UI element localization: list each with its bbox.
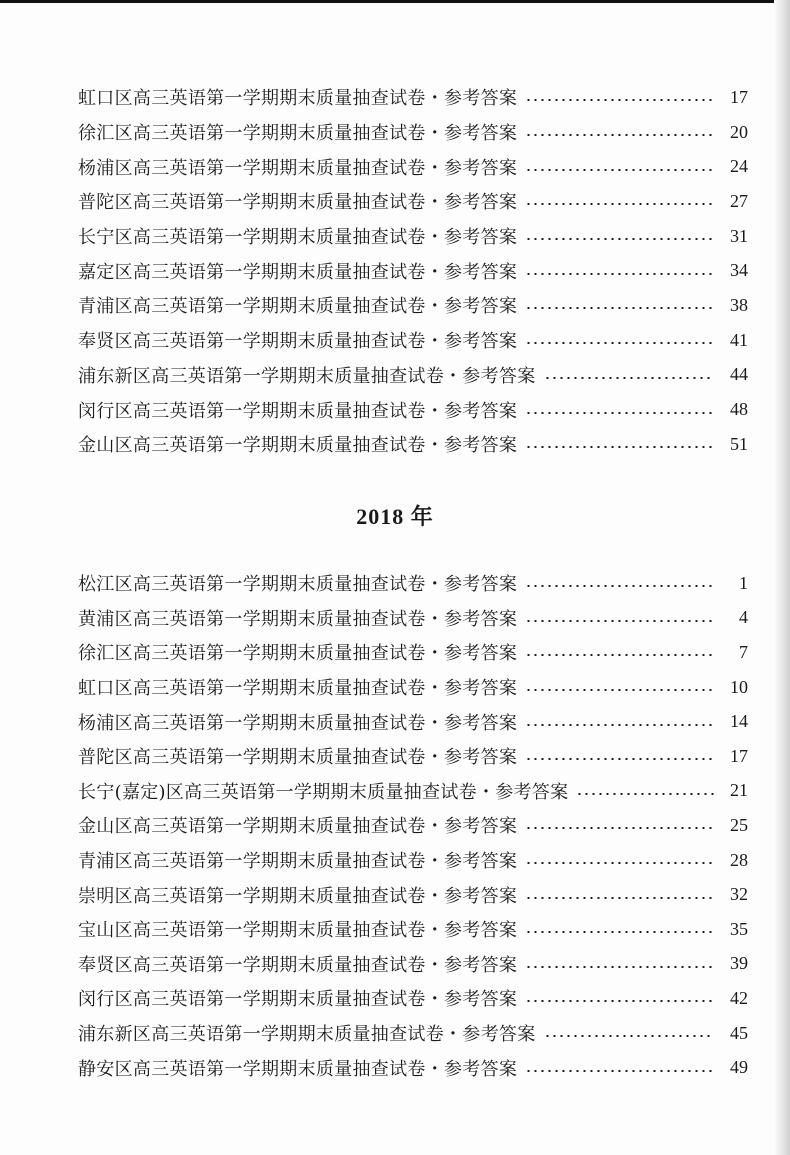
toc-entry-title: 浦东新区高三英语第一学期期末质量抽查试卷・参考答案 xyxy=(78,1024,536,1046)
toc-entry xyxy=(78,601,748,636)
toc-entry xyxy=(78,288,748,323)
toc-entry-page: 41 xyxy=(730,329,748,350)
dot-leader xyxy=(525,169,714,171)
toc-entry-page: 44 xyxy=(730,364,748,385)
toc-entry-title: 青浦区高三英语第一学期期末质量抽查试卷・参考答案 xyxy=(78,296,518,318)
toc-entry xyxy=(78,877,748,912)
toc-entry xyxy=(78,219,748,254)
toc-entry-page: 20 xyxy=(730,121,748,142)
dot-leader xyxy=(525,897,714,899)
toc-entry xyxy=(78,1050,748,1085)
dot-leader xyxy=(544,377,715,379)
toc-entry xyxy=(78,947,748,982)
toc-entry-title: 普陀区高三英语第一学期期末质量抽查试卷・参考答案 xyxy=(78,192,518,214)
toc-entry-title: 虹口区高三英语第一学期期末质量抽查试卷・参考答案 xyxy=(78,678,518,700)
toc-entry-page: 24 xyxy=(730,156,748,177)
toc-entry-title: 松江区高三英语第一学期期末质量抽查试卷・参考答案 xyxy=(78,574,518,596)
toc-entry xyxy=(78,912,748,947)
toc-entry-title: 杨浦区高三英语第一学期期末质量抽查试卷・参考答案 xyxy=(78,712,518,734)
page-right-edge-shadow xyxy=(774,0,790,1155)
dot-leader xyxy=(525,446,714,448)
toc-entry xyxy=(78,774,748,809)
dot-leader xyxy=(525,758,714,760)
toc-entry-page: 4 xyxy=(739,607,748,628)
toc-entry-page: 45 xyxy=(730,1022,748,1043)
toc-entry-page: 51 xyxy=(730,433,748,454)
toc-entry-page: 10 xyxy=(730,676,748,697)
toc-entry xyxy=(78,566,748,601)
toc-entry xyxy=(78,670,748,705)
toc-entry xyxy=(78,704,748,739)
toc-entry xyxy=(78,253,748,288)
toc-entry xyxy=(78,427,748,462)
toc-entry-title: 浦东新区高三英语第一学期期末质量抽查试卷・参考答案 xyxy=(78,365,536,387)
toc-entry-page: 39 xyxy=(730,953,748,974)
toc-entry xyxy=(78,358,748,393)
toc-entry xyxy=(78,323,748,358)
toc-entry-page: 14 xyxy=(730,711,748,732)
toc-entry-title: 长宁(嘉定)区高三英语第一学期期末质量抽查试卷・参考答案 xyxy=(78,781,569,803)
toc-entry-title: 普陀区高三英语第一学期期末质量抽查试卷・参考答案 xyxy=(78,747,518,769)
dot-leader xyxy=(525,238,714,240)
toc-entry-title: 崇明区高三英语第一学期期末质量抽查试卷・参考答案 xyxy=(78,885,518,907)
toc-entry-title: 闵行区高三英语第一学期期末质量抽查试卷・参考答案 xyxy=(78,989,518,1011)
dot-leader xyxy=(525,827,714,829)
toc-entry-title: 金山区高三英语第一学期期末质量抽查试卷・参考答案 xyxy=(78,816,518,838)
toc-entry xyxy=(78,843,748,878)
toc-entry-page: 17 xyxy=(730,745,748,766)
toc-entry-title: 长宁区高三英语第一学期期末质量抽查试卷・参考答案 xyxy=(78,227,518,249)
dot-leader xyxy=(525,342,714,344)
toc-entry xyxy=(78,1016,748,1051)
toc-entry-title: 嘉定区高三英语第一学期期末质量抽查试卷・参考答案 xyxy=(78,261,518,283)
toc-entry-page: 17 xyxy=(730,86,748,107)
dot-leader xyxy=(525,966,714,968)
toc-entry-page: 28 xyxy=(730,849,748,870)
toc-entry-title: 杨浦区高三英语第一学期期末质量抽查试卷・参考答案 xyxy=(78,157,518,179)
dot-leader xyxy=(525,203,714,205)
toc-entry-title: 金山区高三英语第一学期期末质量抽查试卷・参考答案 xyxy=(78,435,518,457)
toc-entry-page: 21 xyxy=(730,780,748,801)
dot-leader xyxy=(525,862,714,864)
toc-entry-title: 黄浦区高三英语第一学期期末质量抽查试卷・参考答案 xyxy=(78,608,518,630)
toc-entry-page: 27 xyxy=(730,190,748,211)
toc-entry xyxy=(78,392,748,427)
dot-leader xyxy=(525,1000,714,1002)
dot-leader xyxy=(525,931,714,933)
toc-entry-title: 虹口区高三英语第一学期期末质量抽查试卷・参考答案 xyxy=(78,88,518,110)
toc-entry-page: 48 xyxy=(730,399,748,420)
dot-leader xyxy=(525,689,714,691)
toc-entry-page: 31 xyxy=(730,225,748,246)
toc-entry-title: 宝山区高三英语第一学期期末质量抽查试卷・参考答案 xyxy=(78,920,518,942)
toc-entry-title: 青浦区高三英语第一学期期末质量抽查试卷・参考答案 xyxy=(78,851,518,873)
toc-entry-page: 42 xyxy=(730,987,748,1008)
toc-entry-page: 38 xyxy=(730,294,748,315)
toc-entry-title: 徐汇区高三英语第一学期期末质量抽查试卷・参考答案 xyxy=(78,643,518,665)
dot-leader xyxy=(525,620,714,622)
toc-entry-page: 32 xyxy=(730,884,748,905)
year-heading: 2018 年 xyxy=(356,504,434,529)
toc-entry xyxy=(78,80,748,115)
dot-leader xyxy=(544,1035,715,1037)
toc-entry-title: 奉贤区高三英语第一学期期末质量抽查试卷・参考答案 xyxy=(78,331,518,353)
toc-section-previous-year xyxy=(78,80,748,462)
toc-entry-page: 25 xyxy=(730,814,748,835)
toc-entry xyxy=(78,808,748,843)
toc-entry xyxy=(78,739,748,774)
dot-leader xyxy=(525,412,714,414)
dot-leader xyxy=(525,585,714,587)
toc-entry xyxy=(78,115,748,150)
toc-entry-title: 静安区高三英语第一学期期末质量抽查试卷・参考答案 xyxy=(78,1058,518,1080)
dot-leader xyxy=(525,307,714,309)
toc-entry xyxy=(78,184,748,219)
toc-entry-title: 徐汇区高三英语第一学期期末质量抽查试卷・参考答案 xyxy=(78,123,518,145)
toc-section-2018 xyxy=(78,566,748,1085)
toc-entry xyxy=(78,149,748,184)
dot-leader xyxy=(525,134,714,136)
toc-entry-title: 奉贤区高三英语第一学期期末质量抽查试卷・参考答案 xyxy=(78,954,518,976)
dot-leader xyxy=(576,793,714,795)
dot-leader xyxy=(525,99,714,101)
toc-entry xyxy=(78,635,748,670)
toc-entry-title: 闵行区高三英语第一学期期末质量抽查试卷・参考答案 xyxy=(78,400,518,422)
toc-entry xyxy=(78,981,748,1016)
dot-leader xyxy=(525,724,714,726)
page-top-edge xyxy=(0,0,790,3)
toc-entry-page: 1 xyxy=(739,572,748,593)
dot-leader xyxy=(525,654,714,656)
toc-entry-page: 35 xyxy=(730,918,748,939)
dot-leader xyxy=(525,273,714,275)
dot-leader xyxy=(525,1070,714,1072)
toc-entry-page: 7 xyxy=(739,641,748,662)
toc-entry-page: 34 xyxy=(730,260,748,281)
toc-entry-page: 49 xyxy=(730,1057,748,1078)
